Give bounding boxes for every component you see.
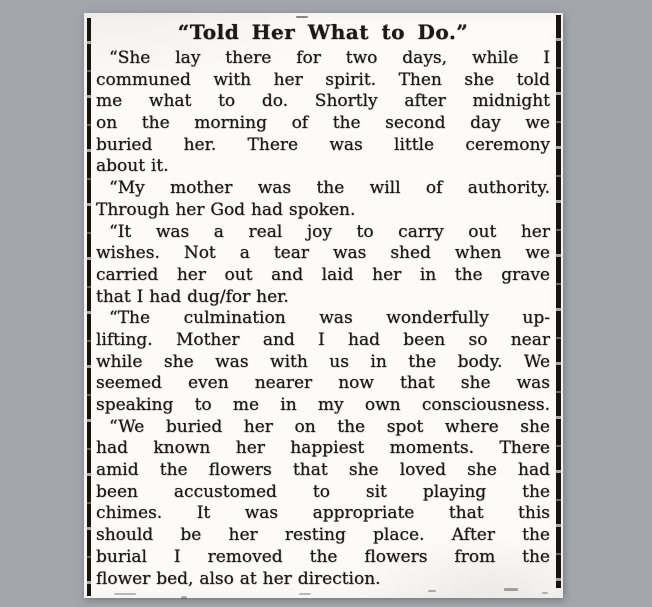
article-line: while she was with us in the body. We — [96, 351, 550, 372]
article-line: carried her out and laid her in the grave — [96, 264, 550, 285]
newspaper-clipping — [84, 13, 563, 598]
article-line: should be her resting place. After the — [96, 525, 550, 546]
article-line: “The culmination was wonderfully up- — [109, 308, 550, 329]
article-line: chimes. It was appropriate that this — [96, 503, 550, 524]
article-line: wishes. Not a tear was shed when we — [96, 243, 550, 264]
print-artifact — [181, 596, 187, 599]
column-rule-left — [87, 18, 91, 596]
article-line: “It was a real joy to carry out her — [109, 221, 550, 242]
article-line: me what to do. Shortly after midnight — [96, 91, 550, 112]
article-line: on the morning of the second day we — [96, 113, 550, 134]
article-line: lifting. Mother and I had been so near — [96, 329, 550, 350]
article-line: seemed even nearer now that she was — [96, 373, 550, 394]
print-artifact — [542, 592, 548, 594]
article-line: buried her. There was little ceremony — [96, 134, 550, 155]
article-line: “We buried her on the spot where she — [109, 416, 550, 437]
article-body — [96, 48, 550, 590]
article-line: Through her God had spoken. — [96, 199, 356, 220]
article-line: about it. — [96, 156, 169, 177]
article-line: been accustomed to sit playing the — [96, 481, 550, 502]
print-artifact — [296, 16, 308, 18]
article-line: burial I removed the flowers from the — [96, 546, 550, 567]
print-artifact — [114, 593, 136, 595]
article-line: amid the flowers that she loved she had — [96, 460, 550, 481]
article-column — [96, 19, 550, 590]
print-artifact — [428, 590, 436, 592]
article-line: “She lay there for two days, while I — [109, 48, 550, 68]
article-line: speaking to me in my own consciousness. — [96, 395, 550, 415]
print-artifact — [299, 593, 311, 595]
article-line: “My mother was the will of authority. — [109, 178, 550, 199]
article-headline: “Told Her What to Do.” — [177, 20, 469, 44]
column-rule-right — [556, 15, 561, 588]
article-line: communed with her spirit. Then she told — [96, 69, 550, 90]
article-line: that I had dug/for her. — [96, 286, 289, 307]
article-line: flower bed, also at her direction. — [96, 568, 381, 589]
article-line: had known her happiest moments. There — [96, 438, 550, 459]
